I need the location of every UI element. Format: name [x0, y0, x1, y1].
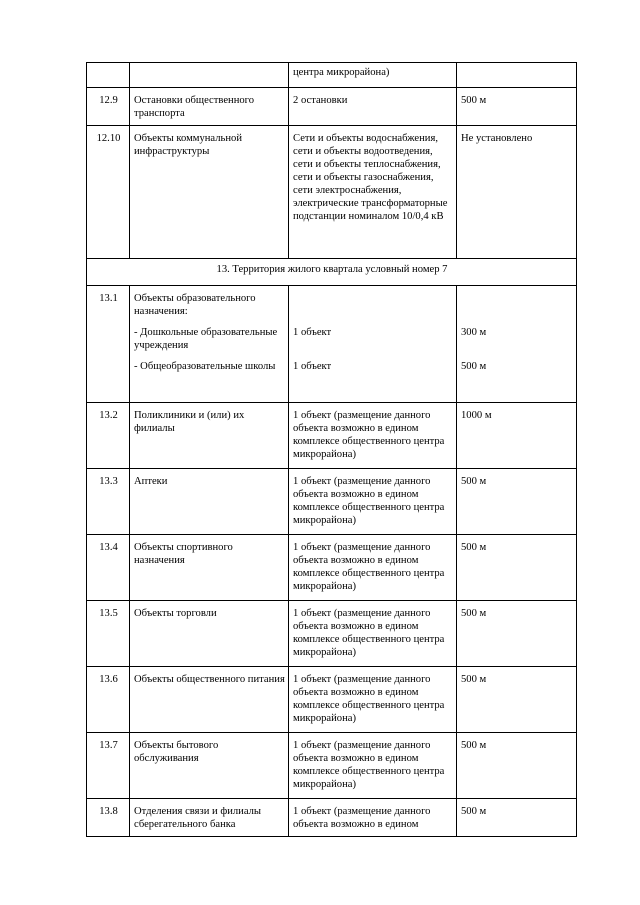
facility-name — [130, 63, 289, 88]
facility-name: Объекты бытового обслуживания — [130, 733, 289, 799]
row-number: 13.7 — [87, 733, 130, 799]
row-number: 13.1 — [87, 286, 130, 403]
facility-quantity: 1 объект (размещение данного объекта возможно в едином комплексе общественного центра микрорайона) — [289, 601, 457, 667]
facility-name: Отделения связи и филиалы сберегательного банка — [130, 799, 289, 837]
facility-quantity: 1 объект (размещение данного объекта возможно в едином комплексе общественного центра микрорайона) — [289, 667, 457, 733]
table-row — [87, 733, 577, 799]
table-row — [87, 667, 577, 733]
row-number — [87, 63, 130, 88]
facility-quantity: центра микрорайона) — [289, 63, 457, 88]
facility-quantity: 1 объект (размещение данного объекта возможно в едином комплексе общественного центра микрорайона) — [289, 733, 457, 799]
facility-subitem-distance: 300 м — [461, 327, 487, 338]
row-number: 13.5 — [87, 601, 130, 667]
table-row — [87, 799, 577, 837]
facility-distance: 500 м — [457, 799, 577, 837]
facility-name — [130, 286, 289, 403]
table-row — [87, 469, 577, 535]
facility-distance: 500 м — [457, 469, 577, 535]
facility-subitem-name: - Общеобразовательные школы — [134, 361, 276, 372]
facility-quantity: 1 объект (размещение данного объекта возможно в едином — [289, 799, 457, 837]
facility-name: Объекты общественного питания — [130, 667, 289, 733]
facilities-table — [86, 62, 577, 837]
facility-distance: 500 м — [457, 733, 577, 799]
facility-distance — [457, 286, 577, 403]
facility-quantity: Сети и объекты водоснабжения, сети и объекты водоотведения, сети и объекты теплоснабжения, сети и объекты газоснабжения, сети электроснабжения, электрические трансформаторные подстанции номиналом 10/0,4 кВ — [289, 126, 457, 259]
facility-distance: 500 м — [457, 88, 577, 126]
table-row — [87, 286, 577, 403]
table-row — [87, 601, 577, 667]
facility-name: Аптеки — [130, 469, 289, 535]
facility-name: Объекты коммунальной инфраструктуры — [130, 126, 289, 259]
table-row — [87, 535, 577, 601]
row-number: 13.4 — [87, 535, 130, 601]
row-number: 12.9 — [87, 88, 130, 126]
facility-distance: 500 м — [457, 535, 577, 601]
facility-group-title: Объекты образовательного назначения: — [134, 293, 256, 317]
facility-distance: 1000 м — [457, 403, 577, 469]
row-number: 13.3 — [87, 469, 130, 535]
facility-distance: 500 м — [457, 667, 577, 733]
facility-distance: 500 м — [457, 601, 577, 667]
row-number: 13.2 — [87, 403, 130, 469]
facility-name: Объекты спортивного назначения — [130, 535, 289, 601]
facility-name: Остановки общественного транспорта — [130, 88, 289, 126]
facility-quantity: 1 объект (размещение данного объекта возможно в едином комплексе общественного центра микрорайона) — [289, 535, 457, 601]
facility-quantity: 1 объект (размещение данного объекта возможно в едином комплексе общественного центра микрорайона) — [289, 403, 457, 469]
facility-name: Объекты торговли — [130, 601, 289, 667]
section-row — [87, 259, 577, 286]
table-row — [87, 403, 577, 469]
row-number: 13.6 — [87, 667, 130, 733]
facility-name: Поликлиники и (или) их филиалы — [130, 403, 289, 469]
section-heading: 13. Территория жилого квартала условный номер 7 — [87, 259, 577, 286]
table-row — [87, 88, 577, 126]
facility-quantity — [289, 286, 457, 403]
facility-distance: Не установлено — [457, 126, 577, 259]
facility-subitem-name: - Дошкольные образовательные учреждения — [134, 327, 278, 351]
facility-distance — [457, 63, 577, 88]
table-row — [87, 63, 577, 88]
facility-subitem-quantity: 1 объект — [293, 327, 332, 338]
row-number: 12.10 — [87, 126, 130, 259]
table-row — [87, 126, 577, 259]
facility-quantity: 1 объект (размещение данного объекта возможно в едином комплексе общественного центра микрорайона) — [289, 469, 457, 535]
row-number: 13.8 — [87, 799, 130, 837]
facility-subitem-quantity: 1 объект — [293, 361, 332, 372]
facility-quantity: 2 остановки — [289, 88, 457, 126]
facility-subitem-distance: 500 м — [461, 361, 487, 372]
